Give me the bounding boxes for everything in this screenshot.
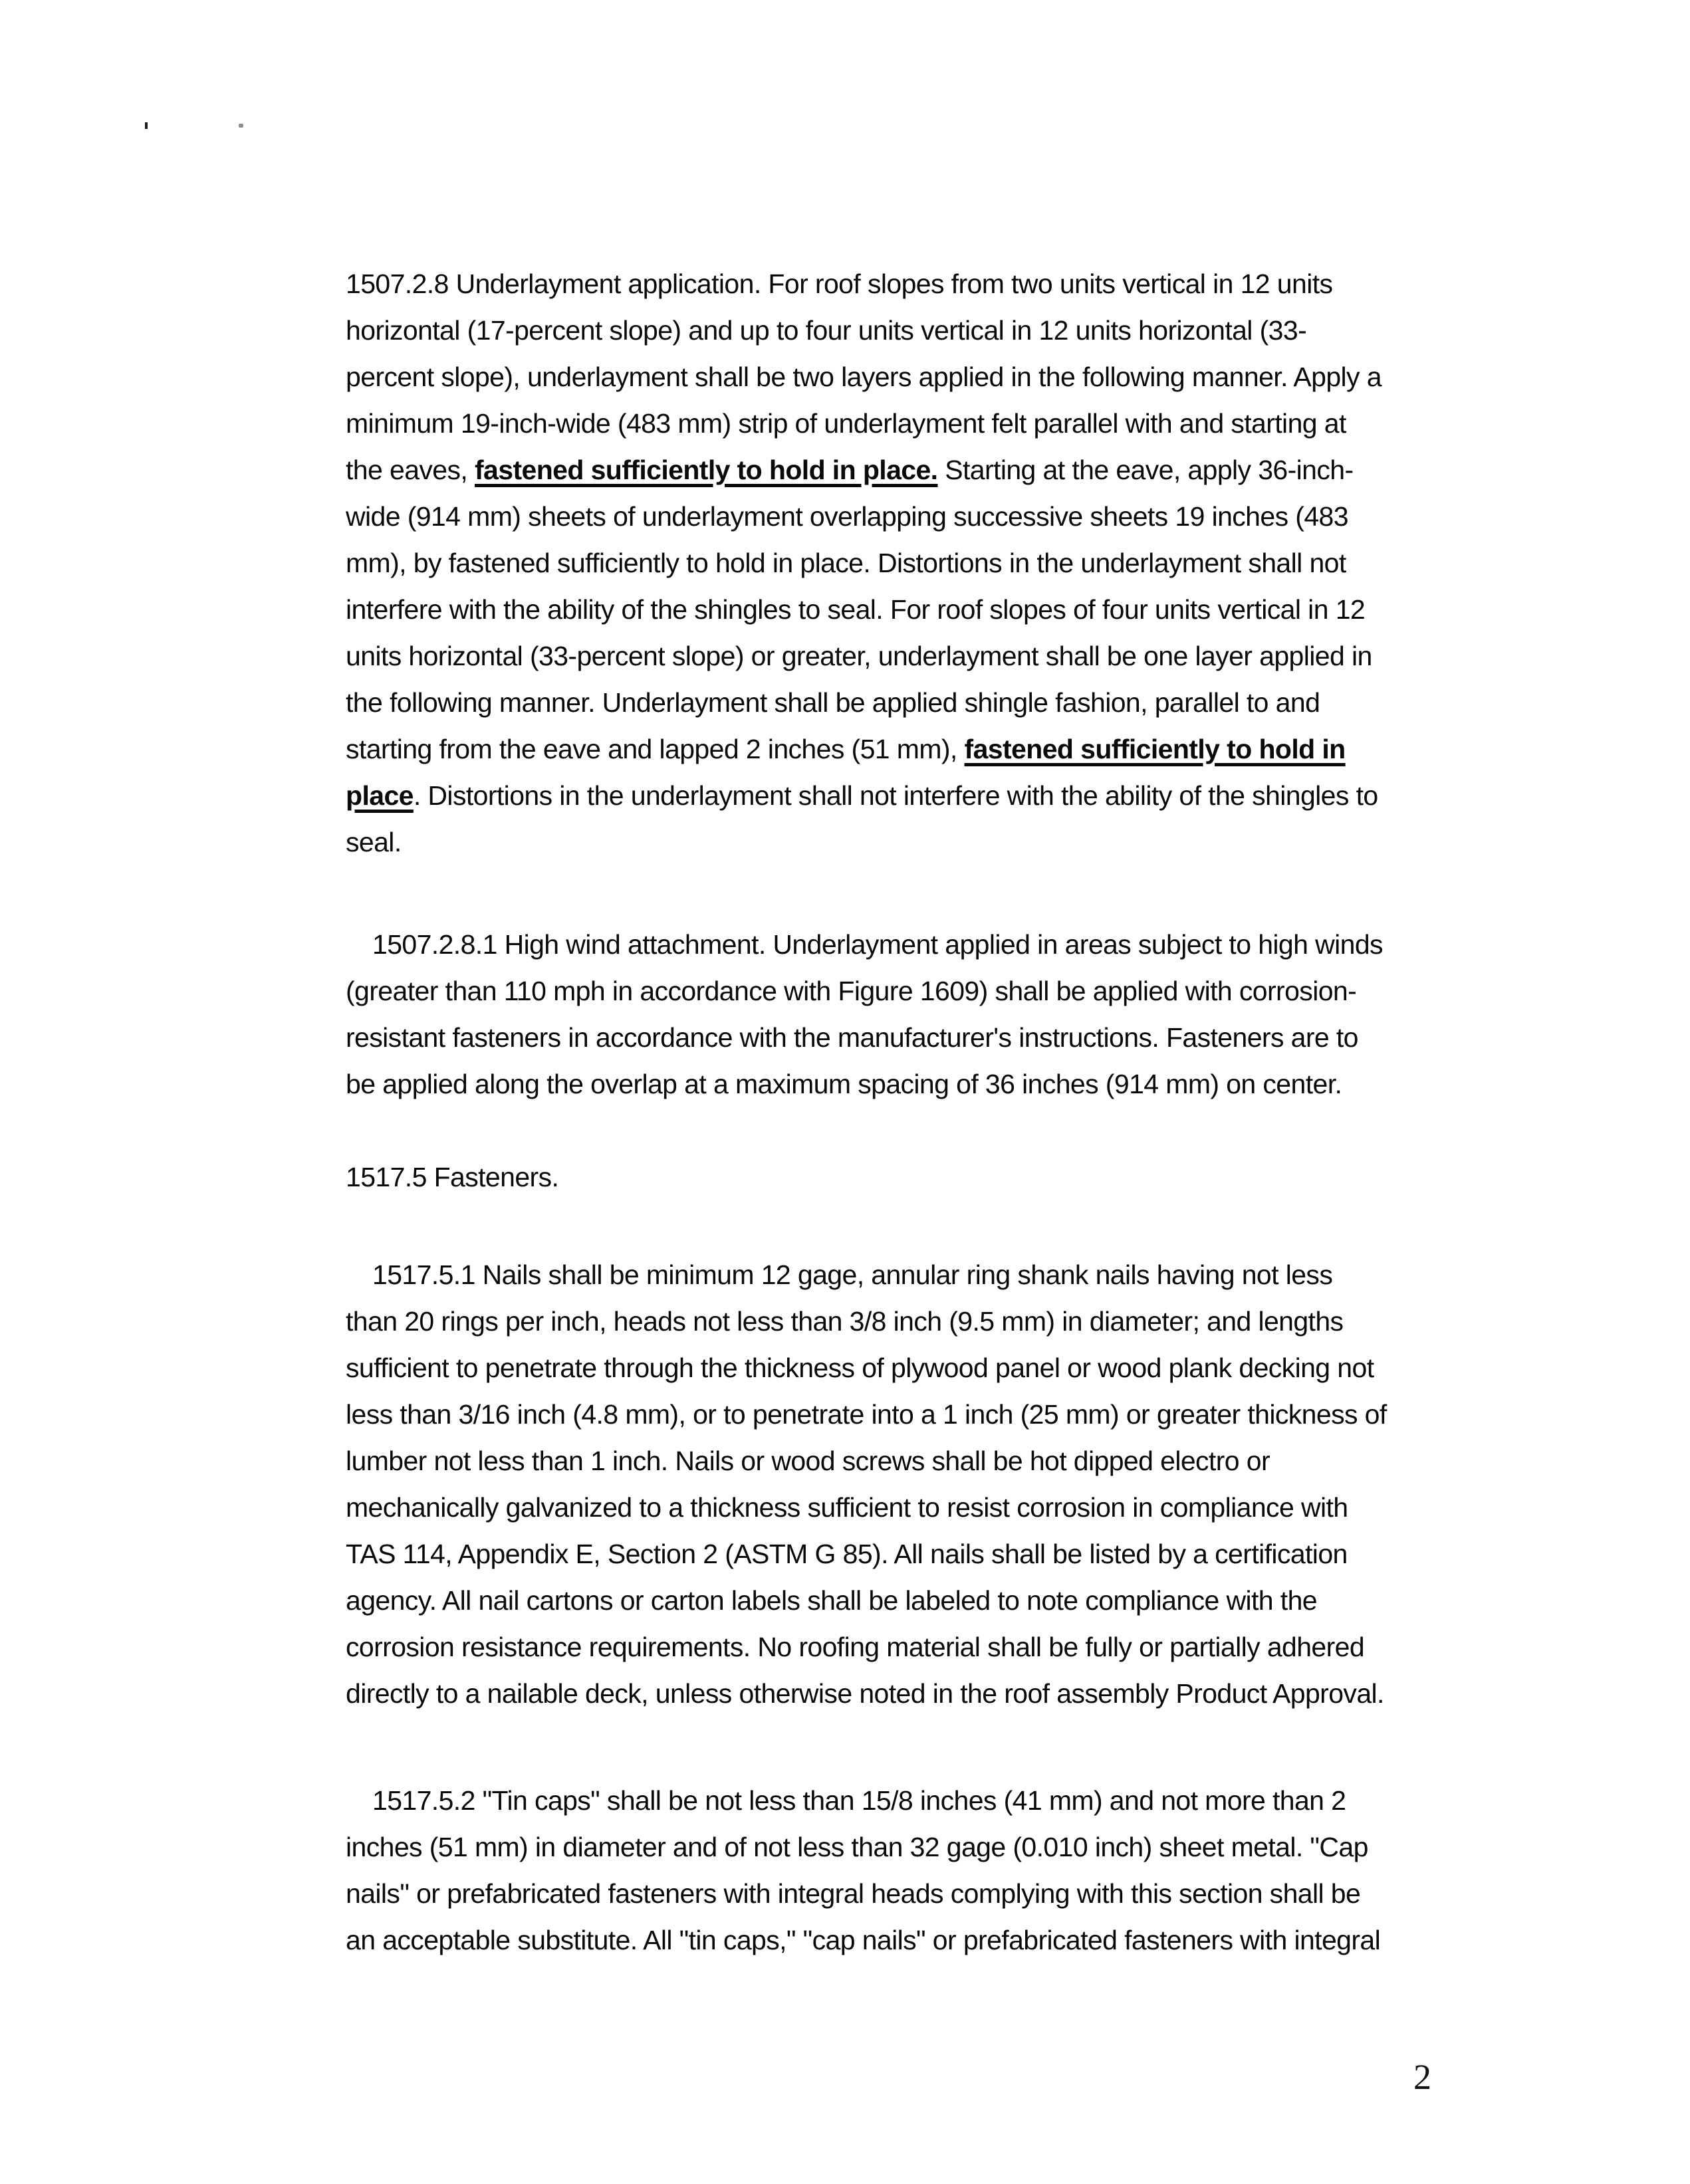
- body-text: Starting at the eave, apply 36-inch-: [937, 455, 1354, 485]
- text-line: [346, 1484, 1463, 1531]
- body-text: interfere with the ability of the shingles to seal. For roof slopes of four units vertical in 12: [346, 594, 1366, 625]
- text-line: [346, 1061, 1463, 1107]
- document-body: [346, 261, 1463, 1963]
- text-line: [346, 447, 1463, 493]
- text-line: [346, 1670, 1463, 1717]
- body-text: sufficient to penetrate through the thickness of plywood panel or wood plank decking not: [346, 1353, 1374, 1383]
- body-text: wide (914 mm) sheets of underlayment overlapping successive sheets 19 inches (483: [346, 501, 1348, 532]
- body-text: agency. All nail cartons or carton labels shall be labeled to note compliance with the: [346, 1585, 1317, 1616]
- body-text: less than 3/16 inch (4.8 mm), or to penetrate into a 1 inch (25 mm) or greater thickness of: [346, 1399, 1387, 1430]
- text-line: [346, 679, 1463, 726]
- body-text: TAS 114, Appendix E, Section 2 (ASTM G 85). All nails shall be listed by a certification: [346, 1539, 1348, 1569]
- body-text: 1517.5 Fasteners.: [346, 1162, 559, 1192]
- body-text: percent slope), underlayment shall be two layers applied in the following manner. Apply a: [346, 362, 1382, 392]
- text-line: [346, 261, 1463, 307]
- scan-artifact-tick: [145, 122, 148, 129]
- paragraph-section-1517-5-1: [346, 1252, 1463, 1717]
- bold-underlined-text: fastened sufficiently to hold in place.: [474, 455, 938, 485]
- paragraph-section-1507-2-8: [346, 261, 1463, 865]
- text-line: [346, 586, 1463, 633]
- text-line: [346, 1298, 1463, 1345]
- body-text: an acceptable substitute. All "tin caps," "cap nails" or prefabricated fasteners with integral: [346, 1925, 1381, 1955]
- text-line: [346, 1531, 1463, 1577]
- bold-underlined-text: place: [346, 780, 414, 811]
- body-text: than 20 rings per inch, heads not less than 3/8 inch (9.5 mm) in diameter; and lengths: [346, 1306, 1344, 1337]
- body-text: units horizontal (33-percent slope) or greater, underlayment shall be one layer applied in: [346, 641, 1372, 671]
- text-line: [346, 1917, 1463, 1963]
- text-line: [346, 1870, 1463, 1917]
- body-text: seal.: [346, 827, 402, 857]
- text-line: [346, 1154, 1463, 1200]
- text-line: [346, 1391, 1463, 1438]
- body-text: 1507.2.8.1 High wind attachment. Underlayment applied in areas subject to high winds: [372, 929, 1383, 960]
- text-line: [346, 307, 1463, 354]
- body-text: (greater than 110 mph in accordance with Figure 1609) shall be applied with corrosion-: [346, 976, 1357, 1006]
- body-text: 1507.2.8 Underlayment application. For roof slopes from two units vertical in 12 units: [346, 269, 1333, 299]
- text-line: [346, 1824, 1463, 1870]
- body-text: inches (51 mm) in diameter and of not less than 32 gage (0.010 inch) sheet metal. "Cap: [346, 1832, 1368, 1862]
- text-line: [346, 540, 1463, 586]
- text-line: [346, 968, 1463, 1014]
- text-line: [346, 1014, 1463, 1061]
- body-text: 1517.5.1 Nails shall be minimum 12 gage, annular ring shank nails having not less: [372, 1259, 1333, 1290]
- body-text: directly to a nailable deck, unless otherwise noted in the roof assembly Product Approval.: [346, 1678, 1384, 1709]
- body-text: 1517.5.2 "Tin caps" shall be not less than 15/8 inches (41 mm) and not more than 2: [372, 1785, 1346, 1816]
- bold-underlined-text: fastened sufficiently to hold in: [964, 734, 1346, 764]
- text-line: [346, 633, 1463, 679]
- text-line: [346, 819, 1463, 865]
- body-text: horizontal (17-percent slope) and up to four units vertical in 12 units horizontal (33-: [346, 315, 1307, 346]
- body-text: resistant fasteners in accordance with the manufacturer's instructions. Fasteners are to: [346, 1022, 1358, 1053]
- text-line: [346, 921, 1463, 968]
- body-text: the eaves,: [346, 455, 475, 485]
- paragraph-section-1517-5-2: [346, 1777, 1463, 1963]
- text-line: [346, 726, 1463, 772]
- text-line: [346, 1345, 1463, 1391]
- body-text: mm), by fastened sufficiently to hold in place. Distortions in the underlayment shall not: [346, 548, 1346, 578]
- page-number: 2: [1413, 2057, 1431, 2097]
- text-line: [346, 354, 1463, 400]
- paragraph-section-1517-5: [346, 1154, 1463, 1200]
- text-line: [346, 1624, 1463, 1670]
- paragraph-section-1507-2-8-1: [346, 921, 1463, 1107]
- text-line: [346, 1438, 1463, 1484]
- text-line: [346, 1577, 1463, 1624]
- body-text: the following manner. Underlayment shall be applied shingle fashion, parallel to and: [346, 687, 1320, 718]
- body-text: be applied along the overlap at a maximum spacing of 36 inches (914 mm) on center.: [346, 1069, 1342, 1099]
- body-text: lumber not less than 1 inch. Nails or wood screws shall be hot dipped electro or: [346, 1446, 1270, 1476]
- text-line: [346, 1252, 1463, 1298]
- scan-artifact-dot: [239, 124, 243, 128]
- body-text: mechanically galvanized to a thickness sufficient to resist corrosion in compliance with: [346, 1492, 1348, 1523]
- body-text: nails" or prefabricated fasteners with integral heads complying with this section shall be: [346, 1878, 1361, 1909]
- text-line: [346, 772, 1463, 819]
- body-text: corrosion resistance requirements. No roofing material shall be fully or partially adhered: [346, 1632, 1365, 1662]
- text-line: [346, 400, 1463, 447]
- body-text: . Distortions in the underlayment shall not interfere with the ability of the shingles to: [413, 780, 1378, 811]
- body-text: minimum 19-inch-wide (483 mm) strip of underlayment felt parallel with and starting at: [346, 408, 1346, 439]
- text-line: [346, 493, 1463, 540]
- body-text: starting from the eave and lapped 2 inches (51 mm),: [346, 734, 965, 764]
- text-line: [346, 1777, 1463, 1824]
